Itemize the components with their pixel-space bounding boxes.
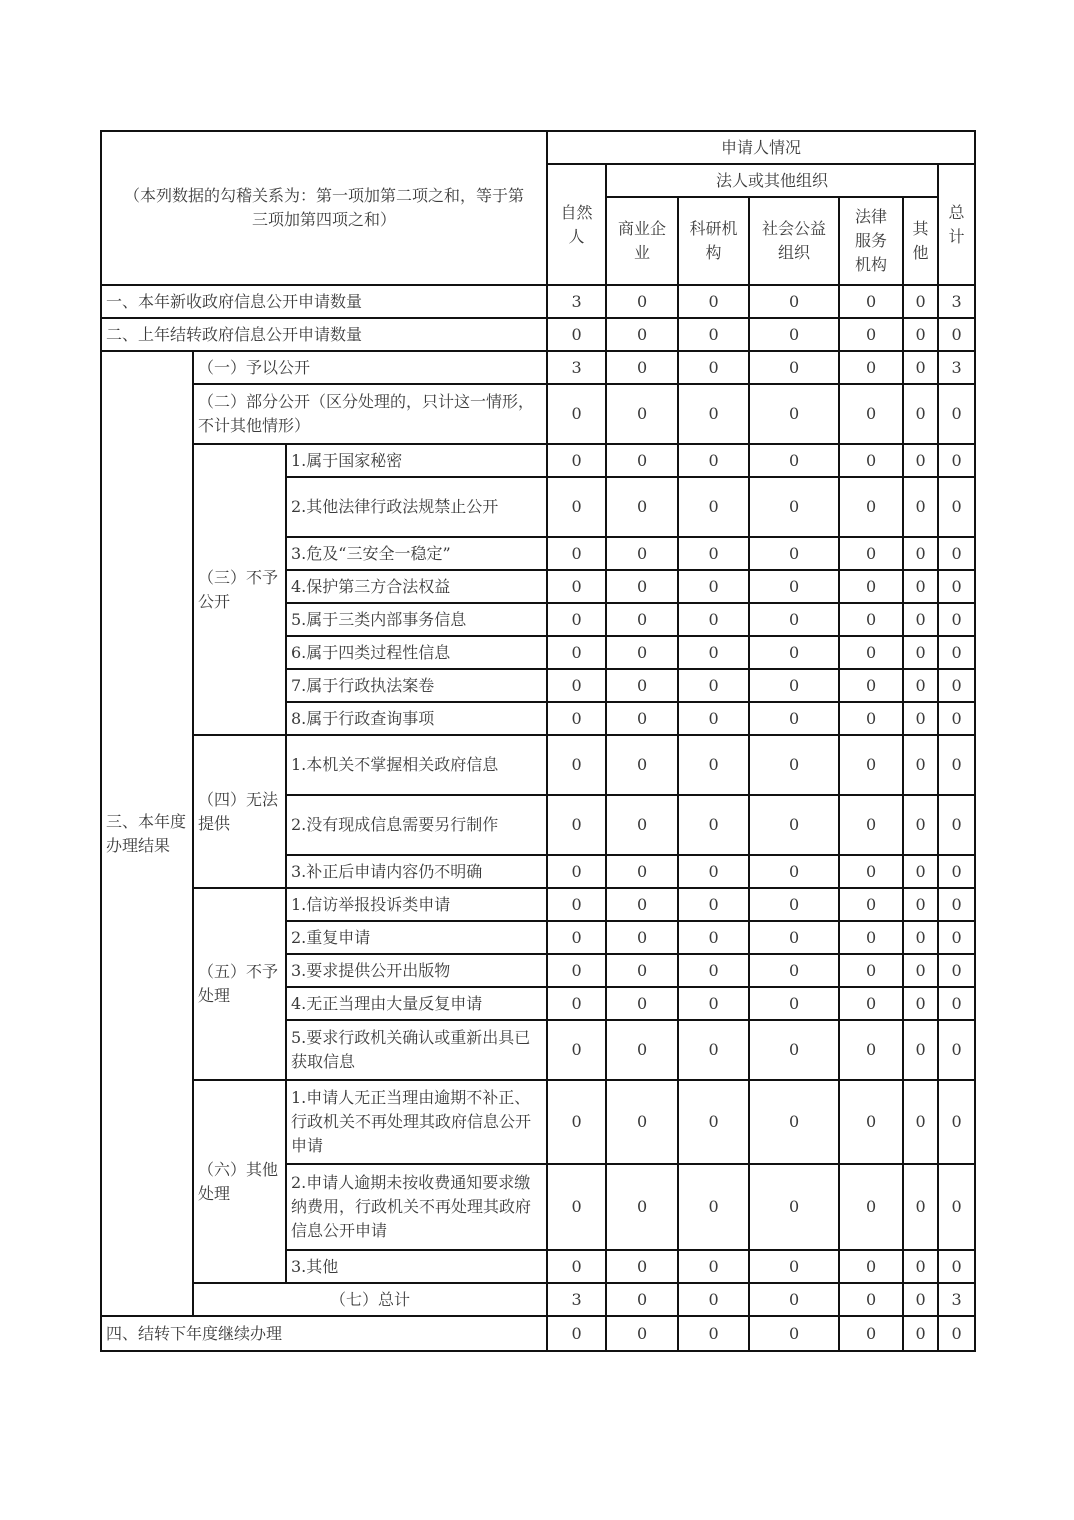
value-cell: 0 xyxy=(903,1316,938,1351)
value-cell: 0 xyxy=(606,570,678,603)
row-label: 5.要求行政机关确认或重新出具已获取信息 xyxy=(286,1020,547,1080)
value-cell: 0 xyxy=(749,1283,839,1316)
value-cell: 0 xyxy=(749,855,839,888)
header-other: 其他 xyxy=(903,197,938,285)
value-cell: 0 xyxy=(606,636,678,669)
value-cell: 0 xyxy=(903,1080,938,1164)
value-cell: 0 xyxy=(749,444,839,477)
value-cell: 0 xyxy=(547,636,606,669)
value-cell: 0 xyxy=(606,1283,678,1316)
header-legal-or-other-orgs: 法人或其他组织 xyxy=(606,164,938,197)
value-cell: 0 xyxy=(606,318,678,351)
value-cell: 0 xyxy=(938,888,975,921)
value-cell: 0 xyxy=(839,537,903,570)
row-label: 2.申请人逾期未按收费通知要求缴纳费用，行政机关不再处理其政府信息公开申请 xyxy=(286,1164,547,1250)
value-cell: 0 xyxy=(678,888,749,921)
value-cell: 0 xyxy=(903,1164,938,1250)
value-cell: 0 xyxy=(749,1080,839,1164)
value-cell: 0 xyxy=(839,1250,903,1283)
row-label: （七）总计 xyxy=(193,1283,547,1316)
value-cell: 0 xyxy=(749,285,839,318)
row-label: 7.属于行政执法案卷 xyxy=(286,669,547,702)
header-applicant-situation: 申请人情况 xyxy=(547,131,975,164)
value-cell: 0 xyxy=(903,1020,938,1080)
row-label: （一）予以公开 xyxy=(193,351,547,384)
header-public-welfare-org: 社会公益组织 xyxy=(749,197,839,285)
row-label: （二）部分公开（区分处理的，只计这一情形，不计其他情形） xyxy=(193,384,547,444)
value-cell: 0 xyxy=(606,1316,678,1351)
value-cell: 0 xyxy=(938,855,975,888)
table-row xyxy=(101,351,975,384)
value-cell: 0 xyxy=(606,855,678,888)
value-cell: 0 xyxy=(839,987,903,1020)
header-legal-service-org: 法律服务机构 xyxy=(839,197,903,285)
value-cell: 0 xyxy=(839,351,903,384)
value-cell: 0 xyxy=(938,735,975,795)
value-cell: 0 xyxy=(606,669,678,702)
value-cell: 3 xyxy=(938,285,975,318)
row-label: 3.危及“三安全一稳定” xyxy=(286,537,547,570)
value-cell: 0 xyxy=(938,444,975,477)
value-cell: 0 xyxy=(749,735,839,795)
value-cell: 0 xyxy=(606,1250,678,1283)
value-cell: 0 xyxy=(547,537,606,570)
table-row xyxy=(101,1080,975,1164)
value-cell: 0 xyxy=(678,987,749,1020)
value-cell: 0 xyxy=(903,603,938,636)
value-cell: 0 xyxy=(938,1250,975,1283)
value-cell: 0 xyxy=(938,1080,975,1164)
header-note: （本列数据的勾稽关系为：第一项加第二项之和，等于第三项加第四项之和） xyxy=(101,131,547,285)
value-cell: 0 xyxy=(678,603,749,636)
value-cell: 0 xyxy=(547,477,606,537)
value-cell: 0 xyxy=(938,318,975,351)
row-label: 5.属于三类内部事务信息 xyxy=(286,603,547,636)
value-cell: 0 xyxy=(938,384,975,444)
value-cell: 0 xyxy=(547,318,606,351)
value-cell: 0 xyxy=(678,855,749,888)
value-cell: 0 xyxy=(749,954,839,987)
group-6-label: （六）其他处理 xyxy=(193,1080,286,1283)
value-cell: 0 xyxy=(547,444,606,477)
value-cell: 0 xyxy=(938,921,975,954)
value-cell: 0 xyxy=(547,702,606,735)
value-cell: 0 xyxy=(678,318,749,351)
value-cell: 0 xyxy=(547,888,606,921)
table-row xyxy=(101,318,975,351)
row-label: 6.属于四类过程性信息 xyxy=(286,636,547,669)
value-cell: 0 xyxy=(547,603,606,636)
value-cell: 0 xyxy=(606,1164,678,1250)
header-natural-person: 自然人 xyxy=(547,164,606,285)
value-cell: 0 xyxy=(749,384,839,444)
row-label: 3.补正后申请内容仍不明确 xyxy=(286,855,547,888)
table-row xyxy=(101,384,975,444)
value-cell: 0 xyxy=(903,855,938,888)
value-cell: 0 xyxy=(678,735,749,795)
value-cell: 0 xyxy=(938,954,975,987)
row-label: 3.其他 xyxy=(286,1250,547,1283)
value-cell: 0 xyxy=(547,735,606,795)
value-cell: 0 xyxy=(547,1080,606,1164)
value-cell: 0 xyxy=(839,318,903,351)
value-cell: 0 xyxy=(839,855,903,888)
group-3-label: （三）不予公开 xyxy=(193,444,286,735)
value-cell: 0 xyxy=(749,888,839,921)
value-cell: 0 xyxy=(903,954,938,987)
value-cell: 0 xyxy=(749,351,839,384)
value-cell: 0 xyxy=(839,795,903,855)
value-cell: 0 xyxy=(678,1283,749,1316)
row-label: 四、结转下年度继续办理 xyxy=(101,1316,547,1351)
value-cell: 0 xyxy=(903,444,938,477)
row-label: 3.要求提供公开出版物 xyxy=(286,954,547,987)
value-cell: 0 xyxy=(839,477,903,537)
header-commercial-enterprise: 商业企业 xyxy=(606,197,678,285)
value-cell: 0 xyxy=(547,570,606,603)
value-cell: 0 xyxy=(839,888,903,921)
row-label: 1.申请人无正当理由逾期不补正、行政机关不再处理其政府信息公开申请 xyxy=(286,1080,547,1164)
value-cell: 0 xyxy=(678,669,749,702)
row-label: 1.本机关不掌握相关政府信息 xyxy=(286,735,547,795)
value-cell: 0 xyxy=(903,570,938,603)
value-cell: 0 xyxy=(606,537,678,570)
value-cell: 0 xyxy=(678,570,749,603)
row-label: 1.信访举报投诉类申请 xyxy=(286,888,547,921)
value-cell: 0 xyxy=(678,702,749,735)
value-cell: 0 xyxy=(903,351,938,384)
value-cell: 3 xyxy=(547,1283,606,1316)
value-cell: 0 xyxy=(547,1164,606,1250)
government-info-disclosure-table xyxy=(100,130,976,1352)
value-cell: 0 xyxy=(749,603,839,636)
section-3-label: 三、本年度办理结果 xyxy=(101,351,193,1316)
value-cell: 0 xyxy=(839,444,903,477)
value-cell: 0 xyxy=(547,954,606,987)
value-cell: 0 xyxy=(749,1316,839,1351)
value-cell: 0 xyxy=(749,987,839,1020)
value-cell: 0 xyxy=(839,603,903,636)
value-cell: 0 xyxy=(749,1020,839,1080)
value-cell: 0 xyxy=(678,636,749,669)
row-label: 4.保护第三方合法权益 xyxy=(286,570,547,603)
value-cell: 0 xyxy=(547,855,606,888)
value-cell: 0 xyxy=(903,669,938,702)
row-label: 4.无正当理由大量反复申请 xyxy=(286,987,547,1020)
value-cell: 0 xyxy=(606,954,678,987)
value-cell: 0 xyxy=(903,636,938,669)
value-cell: 0 xyxy=(678,537,749,570)
value-cell: 0 xyxy=(606,444,678,477)
group-4-label: （四）无法提供 xyxy=(193,735,286,888)
value-cell: 0 xyxy=(606,888,678,921)
value-cell: 0 xyxy=(606,921,678,954)
value-cell: 0 xyxy=(547,921,606,954)
value-cell: 0 xyxy=(938,987,975,1020)
row-label: 1.属于国家秘密 xyxy=(286,444,547,477)
value-cell: 0 xyxy=(678,954,749,987)
value-cell: 0 xyxy=(606,735,678,795)
value-cell: 0 xyxy=(749,318,839,351)
value-cell: 0 xyxy=(749,795,839,855)
value-cell: 0 xyxy=(678,1020,749,1080)
row-label: 一、本年新收政府信息公开申请数量 xyxy=(101,285,547,318)
value-cell: 0 xyxy=(938,702,975,735)
value-cell: 0 xyxy=(903,702,938,735)
value-cell: 0 xyxy=(938,570,975,603)
value-cell: 0 xyxy=(839,285,903,318)
value-cell: 0 xyxy=(839,1283,903,1316)
row-label: 2.重复申请 xyxy=(286,921,547,954)
table-row xyxy=(101,285,975,318)
group-5-label: （五）不予处理 xyxy=(193,888,286,1080)
value-cell: 0 xyxy=(903,921,938,954)
value-cell: 0 xyxy=(678,921,749,954)
value-cell: 0 xyxy=(606,477,678,537)
value-cell: 0 xyxy=(547,1250,606,1283)
value-cell: 0 xyxy=(839,1316,903,1351)
value-cell: 0 xyxy=(547,1020,606,1080)
value-cell: 0 xyxy=(606,795,678,855)
value-cell: 0 xyxy=(839,384,903,444)
table-row xyxy=(101,735,975,795)
row-label: 2.其他法律行政法规禁止公开 xyxy=(286,477,547,537)
value-cell: 0 xyxy=(749,636,839,669)
value-cell: 0 xyxy=(606,285,678,318)
value-cell: 0 xyxy=(839,570,903,603)
value-cell: 0 xyxy=(606,603,678,636)
value-cell: 0 xyxy=(678,1080,749,1164)
table-row xyxy=(101,888,975,921)
value-cell: 0 xyxy=(749,921,839,954)
value-cell: 0 xyxy=(678,795,749,855)
row-label: 2.没有现成信息需要另行制作 xyxy=(286,795,547,855)
value-cell: 0 xyxy=(839,1020,903,1080)
value-cell: 0 xyxy=(749,1250,839,1283)
value-cell: 0 xyxy=(903,285,938,318)
value-cell: 0 xyxy=(903,888,938,921)
value-cell: 0 xyxy=(678,285,749,318)
value-cell: 0 xyxy=(903,735,938,795)
value-cell: 0 xyxy=(606,1080,678,1164)
value-cell: 0 xyxy=(839,1080,903,1164)
value-cell: 0 xyxy=(678,1250,749,1283)
value-cell: 3 xyxy=(547,285,606,318)
value-cell: 0 xyxy=(938,1164,975,1250)
value-cell: 0 xyxy=(903,795,938,855)
value-cell: 0 xyxy=(938,537,975,570)
value-cell: 0 xyxy=(903,1250,938,1283)
value-cell: 0 xyxy=(903,318,938,351)
value-cell: 0 xyxy=(606,702,678,735)
value-cell: 0 xyxy=(678,351,749,384)
value-cell: 0 xyxy=(938,1020,975,1080)
value-cell: 0 xyxy=(938,795,975,855)
value-cell: 0 xyxy=(606,1020,678,1080)
value-cell: 0 xyxy=(749,477,839,537)
value-cell: 0 xyxy=(938,1316,975,1351)
value-cell: 0 xyxy=(903,537,938,570)
value-cell: 0 xyxy=(839,636,903,669)
value-cell: 0 xyxy=(678,1164,749,1250)
value-cell: 0 xyxy=(903,1283,938,1316)
value-cell: 0 xyxy=(547,669,606,702)
table-row xyxy=(101,1283,975,1316)
value-cell: 0 xyxy=(678,1316,749,1351)
row-label: 二、上年结转政府信息公开申请数量 xyxy=(101,318,547,351)
value-cell: 0 xyxy=(606,384,678,444)
value-cell: 0 xyxy=(839,735,903,795)
header-research-institution: 科研机构 xyxy=(678,197,749,285)
value-cell: 0 xyxy=(749,669,839,702)
value-cell: 0 xyxy=(749,702,839,735)
value-cell: 0 xyxy=(903,477,938,537)
value-cell: 3 xyxy=(938,1283,975,1316)
value-cell: 0 xyxy=(749,570,839,603)
value-cell: 0 xyxy=(547,384,606,444)
value-cell: 0 xyxy=(547,987,606,1020)
value-cell: 0 xyxy=(938,669,975,702)
value-cell: 0 xyxy=(839,669,903,702)
value-cell: 0 xyxy=(606,351,678,384)
value-cell: 0 xyxy=(606,987,678,1020)
value-cell: 0 xyxy=(839,954,903,987)
value-cell: 3 xyxy=(547,351,606,384)
value-cell: 0 xyxy=(547,1316,606,1351)
header-total: 总计 xyxy=(938,164,975,285)
value-cell: 0 xyxy=(839,702,903,735)
value-cell: 0 xyxy=(839,1164,903,1250)
value-cell: 0 xyxy=(678,384,749,444)
value-cell: 0 xyxy=(903,384,938,444)
value-cell: 3 xyxy=(938,351,975,384)
table-row xyxy=(101,444,975,477)
value-cell: 0 xyxy=(938,636,975,669)
value-cell: 0 xyxy=(678,477,749,537)
row-label: 8.属于行政查询事项 xyxy=(286,702,547,735)
value-cell: 0 xyxy=(938,477,975,537)
value-cell: 0 xyxy=(749,537,839,570)
value-cell: 0 xyxy=(903,987,938,1020)
value-cell: 0 xyxy=(678,444,749,477)
value-cell: 0 xyxy=(547,795,606,855)
table-row xyxy=(101,1316,975,1351)
value-cell: 0 xyxy=(749,1164,839,1250)
value-cell: 0 xyxy=(938,603,975,636)
value-cell: 0 xyxy=(839,921,903,954)
